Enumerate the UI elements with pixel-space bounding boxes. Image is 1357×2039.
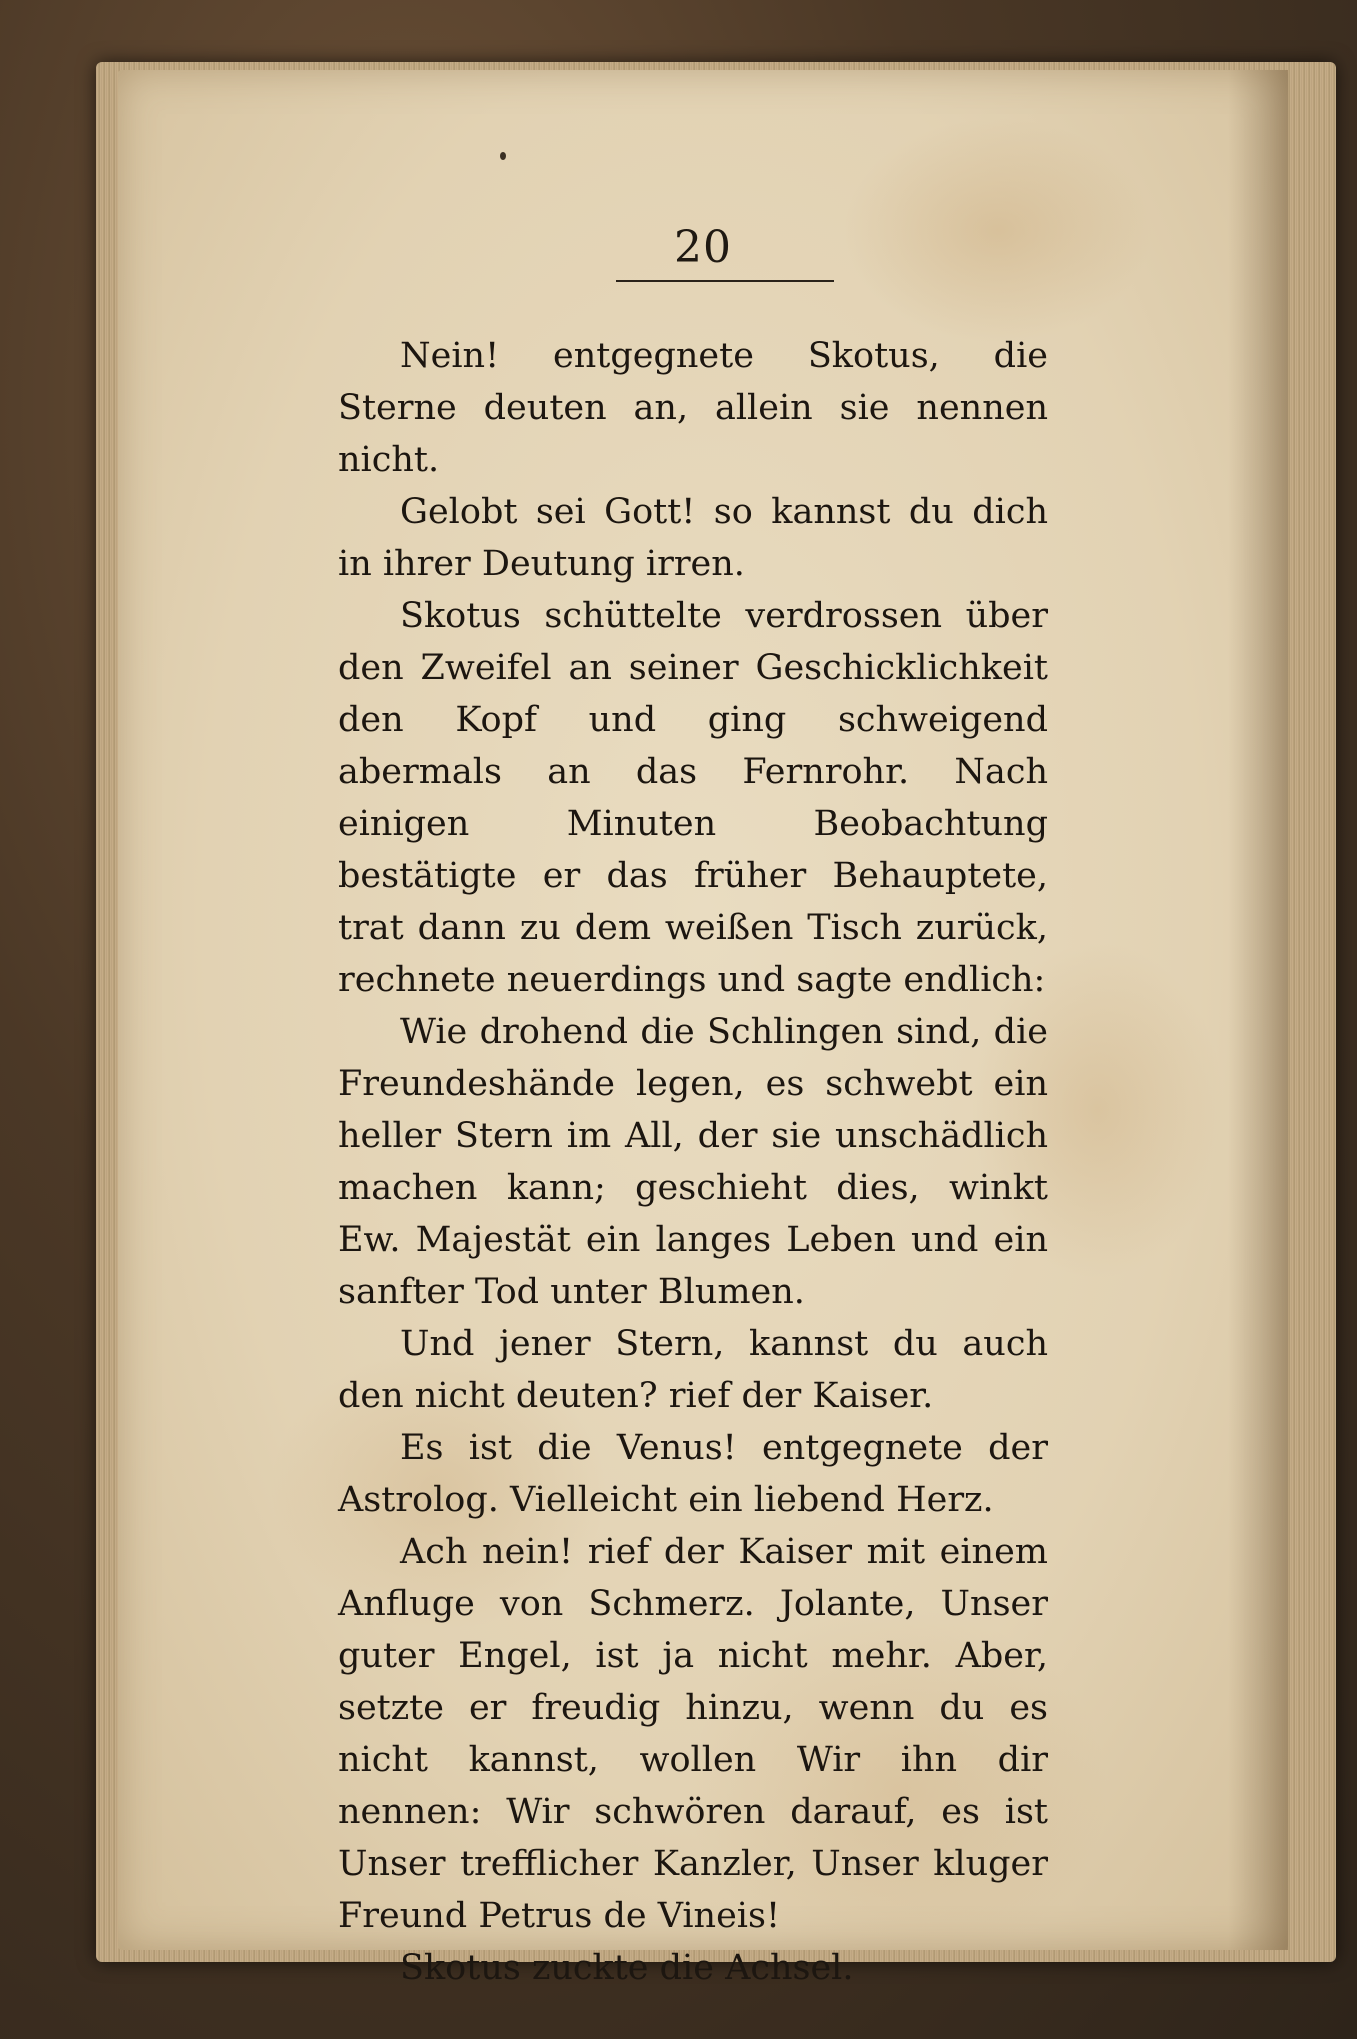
body-text xyxy=(338,330,1048,1994)
paragraph: Skotus schüttelte verdrossen über den Zweifel an seiner Geschicklichkeit den Kopf und ging schweigend abermals an das Fernrohr. Nach einigen Minuten Beobachtung bestätigte er das früher Behauptete, trat dann zu dem weißen Tisch zurück, rechnete neuerdings und sagte endlich: xyxy=(338,596,1048,1000)
ink-speck xyxy=(500,152,506,160)
paragraph: Ach nein! rief der Kaiser mit einem Anfluge von Schmerz. Jolante, Unser guter Engel, ist ja nicht mehr. Aber, setzte er freudig hinzu, wenn du es nicht kannst, wollen Wir ihn dir nennen: Wir schwören darauf, es ist Unser trefflicher Kanzler, Unser kluger Freund Petrus de Vineis! xyxy=(338,1532,1048,1936)
header-rule xyxy=(616,280,834,282)
paragraph: Gelobt sei Gott! so kannst du dich in ihrer Deutung irren. xyxy=(338,492,1048,584)
paragraph: Skotus zuckte die Achsel. xyxy=(400,1948,854,1988)
paragraph: Und jener Stern, kannst du auch den nicht deuten? rief der Kaiser. xyxy=(338,1324,1048,1416)
paragraph: Nein! entgegnete Skotus, die Sterne deuten an, allein sie nennen nicht. xyxy=(338,336,1048,480)
paragraph: Wie drohend die Schlingen sind, die Freundeshände legen, es schwebt ein heller Stern im All, der sie unschädlich machen kann; geschieht dies, winkt Ew. Majestät ein langes Leben und ein sanfter Tod unter Blumen. xyxy=(338,1012,1048,1312)
gutter-shadow xyxy=(1228,70,1288,1950)
page-number: 20 xyxy=(674,222,732,273)
paragraph: Es ist die Venus! entgegnete der Astrolog. Vielleicht ein liebend Herz. xyxy=(338,1428,1048,1520)
book-page xyxy=(118,70,1288,1988)
